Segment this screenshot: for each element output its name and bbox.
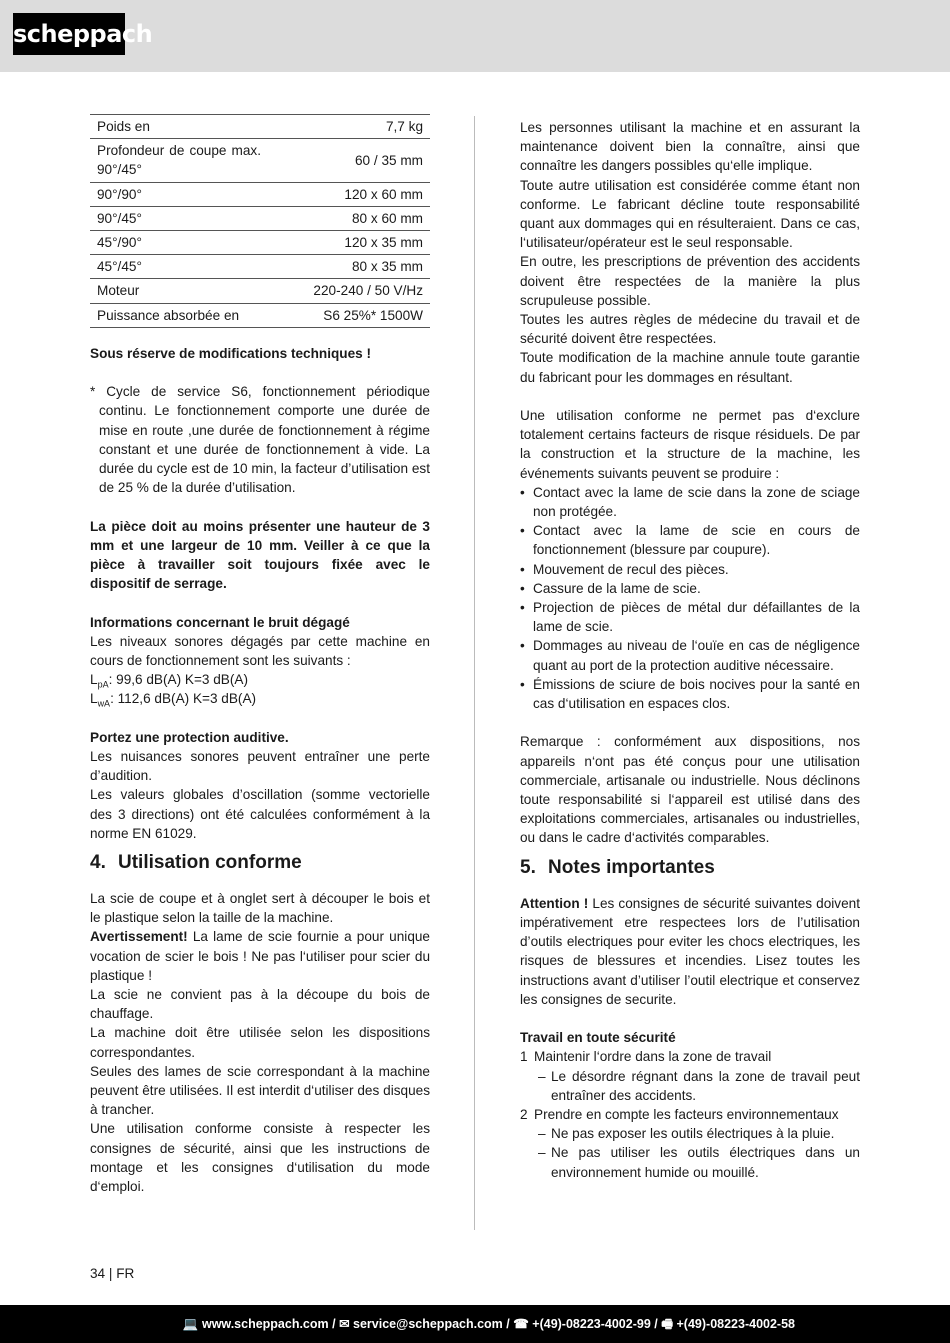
- warning-text: La lame de scie fournie a pour unique vocation de scier le bois ! Ne pas l‘utiliser pour scier du plastique !: [90, 929, 430, 983]
- spec-key: Profondeur de coupe max. 90°/45°: [90, 139, 268, 182]
- table-row: [90, 182, 430, 206]
- table-row: [90, 279, 430, 303]
- website-link[interactable]: www.scheppach.com: [201, 1317, 329, 1331]
- attention-text: Les consignes de sécurité suivantes doivent impérativement etre respectees lors de l’utilisation d’outils electriques pour eviter les chocs electriques, les risques de blessures et incendies. Lisez toutes les instructions avant d’utiliser l’outil electrique et conservez les consignes de securite.: [520, 895, 860, 1007]
- monitor-icon: 💻: [182, 1317, 199, 1331]
- left-column: [90, 114, 430, 1196]
- list-item: • Contact avec la lame de scie en cours de fonctionnement (blessure par coupure).: [520, 521, 860, 559]
- spec-value: 7,7 kg: [268, 115, 430, 139]
- section-4-title: Utilisation conforme: [118, 852, 302, 874]
- spec-value: 220-240 / 50 V/Hz: [268, 279, 430, 303]
- footer-bar: [0, 1305, 950, 1343]
- warning-label: Avertissement!: [90, 929, 188, 945]
- spec-key: 45°/45°: [90, 255, 268, 279]
- cycle-footnote: * Cycle de service S6, fonctionnement périodique continu. Le fonctionnement comporte une durée de mise en route ,une durée de fonctionnement à régime constant et une durée de fonctionnement à vide. La durée du cycle est de 10 min, la facteur d’utilisation est de 25 % de la durée d’utilisation.: [90, 384, 430, 496]
- s4-paragraph: Seules des lames de scie correspondant à la machine peuvent être utilisées. Il est interdit d‘utiliser des disques à trancher.: [90, 1063, 430, 1118]
- noise-text: Les niveaux sonores dégagés par cette machine en cours de fonctionnement sont les suivants :: [90, 633, 430, 669]
- numbered-item: [520, 1105, 860, 1124]
- spec-value: 120 x 60 mm: [268, 182, 430, 206]
- r-paragraph: Toutes les autres règles de médecine du travail et de sécurité doivent être respectées.: [520, 312, 860, 347]
- table-row: [90, 206, 430, 230]
- spec-value: S6 25%* 1500W: [268, 303, 430, 327]
- r-paragraph: Toute autre utilisation est considérée comme étant non conforme. Le fabricant décline toute responsabilité quant aux dommages qui en résulteraient. Dans ce cas, l‘utilisateur/opérateur est le seul responsable.: [520, 177, 860, 251]
- safety-heading: Travail en toute sécurité: [520, 1030, 676, 1046]
- attention-paragraph: [520, 894, 860, 1009]
- workpiece-requirement: La pièce doit au moins présenter une hauteur de 3 mm et une largeur de 10 mm. Veiller à ce que la pièce à travailler soit toujours fixée avec le dispositif de serrage.: [90, 518, 430, 592]
- list-item: • Émissions de sciure de bois nocives pour la santé en cas d‘utilisation en espaces clos.: [520, 675, 860, 713]
- specs-table: [90, 114, 430, 328]
- spec-value: 60 / 35 mm: [268, 139, 430, 182]
- lwa-line: $L_{wA}$: 112,6 dB(A) K=3 dB(A): [90, 691, 257, 710]
- item-number: 1: [520, 1049, 528, 1065]
- r-paragraph: En outre, les prescriptions de prévention des accidents doivent être respectées de la manière la plus scrupuleuse possible.: [520, 254, 860, 308]
- section-5-number: 5.: [520, 856, 536, 878]
- item-number: 2: [520, 1106, 528, 1122]
- spec-key: Puissance absorbée en: [90, 303, 268, 327]
- reserve-notice: Sous réserve de modifications techniques !: [90, 345, 372, 361]
- section-4-number: 4.: [90, 852, 106, 874]
- page-lang: FR: [116, 1266, 135, 1281]
- s4-warning: [90, 927, 430, 985]
- risk-list: [520, 483, 860, 713]
- list-item: • Contact avec la lame de scie dans la zone de sciage non protégée.: [520, 483, 860, 521]
- lpa-value: : 99,6 dB(A) K=3 dB(A): [108, 672, 248, 688]
- lpa-line: $L_{pA}$: 99,6 dB(A) K=3 dB(A): [90, 672, 248, 690]
- list-item: • Mouvement de recul des pièces.: [520, 560, 860, 579]
- spec-key: Moteur: [90, 279, 268, 303]
- spec-value: 120 x 35 mm: [268, 231, 430, 255]
- s4-paragraph: La scie de coupe et à onglet sert à découper le bois et le plastique selon la taille de la machine.: [90, 891, 430, 926]
- r-paragraph: Toute modification de la machine annule toute garantie du fabricant pour les dommages en résultant.: [520, 350, 860, 385]
- item-text: Maintenir l‘ordre dans la zone de travail: [534, 1049, 772, 1065]
- s4-paragraph: Une utilisation conforme consiste à respecter les consignes de sécurité, ainsi que les instructions de montage et les consignes d‘utilisation du mode d‘emploi.: [90, 1121, 430, 1195]
- protection-text: Les nuisances sonores peuvent entraîner une perte d’audition.: [90, 749, 430, 784]
- section-5-heading: [520, 856, 860, 880]
- mail-icon: ✉: [339, 1317, 350, 1331]
- s4-paragraph: La machine doit être utilisée selon les dispositions correspondantes.: [90, 1025, 430, 1060]
- spec-key: 90°/90°: [90, 182, 268, 206]
- email-link[interactable]: service@scheppach.com: [353, 1317, 503, 1331]
- spec-value: 80 x 60 mm: [268, 206, 430, 230]
- section-5-title: Notes importantes: [548, 856, 715, 878]
- right-column: [520, 118, 860, 1182]
- header-band: [0, 0, 950, 72]
- table-row: [90, 255, 430, 279]
- noise-heading: Informations concernant le bruit dégagé: [90, 614, 350, 630]
- lwa-subscript: wA: [97, 699, 111, 710]
- list-item: • Dommages au niveau de l‘ouïe en cas de négligence quant au port de la protection auditive nécessaire.: [520, 636, 860, 674]
- spec-key: 45°/90°: [90, 231, 268, 255]
- phone-icon: ☎: [513, 1317, 529, 1331]
- lwa-value: : 112,6 dB(A) K=3 dB(A): [110, 691, 257, 707]
- table-row: [90, 231, 430, 255]
- s4-paragraph: La scie ne convient pas à la découpe du bois de chauffage.: [90, 987, 430, 1022]
- r-paragraph: Les personnes utilisant la machine et en assurant la maintenance doivent bien la connaître, ainsi que connaître les dangers possibles qu‘elle implique.: [520, 120, 860, 174]
- page-number: 34 | FR: [90, 1266, 135, 1281]
- table-row: [90, 303, 430, 327]
- phone-number: +(49)-08223-4002-99: [532, 1317, 651, 1331]
- r-paragraph: Une utilisation conforme ne permet pas d‘exclure totalement certains facteurs de risque résiduels. De par la construction et la structure de la machine, les événements suivants peuvent se produire :: [520, 408, 860, 481]
- page-num: 34: [90, 1266, 106, 1281]
- item-text: Prendre en compte les facteurs environnementaux: [534, 1106, 839, 1122]
- sub-item-text: Ne pas exposer les outils électriques à la pluie.: [551, 1126, 835, 1142]
- sub-item: – Le désordre régnant dans la zone de travail peut entraîner des accidents.: [538, 1068, 860, 1103]
- list-item: • Cassure de la lame de scie.: [520, 579, 860, 598]
- contact-line: 💻 www.scheppach.com / ✉ service@scheppach.com / ☎ +(49)-08223-4002-99 / 🖷 +(49)-08223-4002-58: [182, 1317, 795, 1331]
- table-row: [90, 139, 430, 182]
- column-divider: [474, 116, 475, 1230]
- sub-item-text: Ne pas utiliser les outils électriques dans un environnement humide ou mouillé.: [551, 1145, 860, 1180]
- sub-item: – Ne pas exposer les outils électriques à la pluie.: [538, 1126, 835, 1142]
- remark-paragraph: Remarque : conformément aux dispositions, nos appareils n‘ont pas été conçus pour une utilisation commerciale, artisanale ou industrielle. Nous déclinons toute responsabilité si l‘appareil est utilisé dans des exploitations commerciales, artisanales ou industrielles, ou dans le cadre d‘activités comparables.: [520, 734, 860, 846]
- fax-number: +(49)-08223-4002-58: [676, 1317, 795, 1331]
- table-row: [90, 115, 430, 139]
- protection-heading: Portez une protection auditive.: [90, 729, 289, 745]
- vibration-text: Les valeurs globales d’oscillation (somme vectorielle des 3 directions) ont été calculées conformément à la norme EN 61029.: [90, 787, 430, 841]
- attention-label: Attention !: [520, 895, 589, 911]
- sub-item: – Ne pas utiliser les outils électriques dans un environnement humide ou mouillé.: [538, 1145, 860, 1180]
- spec-key: Poids en: [90, 115, 268, 139]
- sub-item-text: Le désordre régnant dans la zone de travail peut entraîner des accidents.: [551, 1068, 860, 1103]
- section-4-heading: [90, 851, 430, 875]
- fax-icon: 🖷: [661, 1317, 674, 1331]
- list-item: • Projection de pièces de métal dur défaillantes de la lame de scie.: [520, 598, 860, 636]
- spec-value: 80 x 35 mm: [268, 255, 430, 279]
- spec-key: 90°/45°: [90, 206, 268, 230]
- lpa-subscript: pA: [97, 679, 109, 690]
- numbered-item: [520, 1047, 860, 1066]
- brand-logo: scheppach: [13, 13, 125, 55]
